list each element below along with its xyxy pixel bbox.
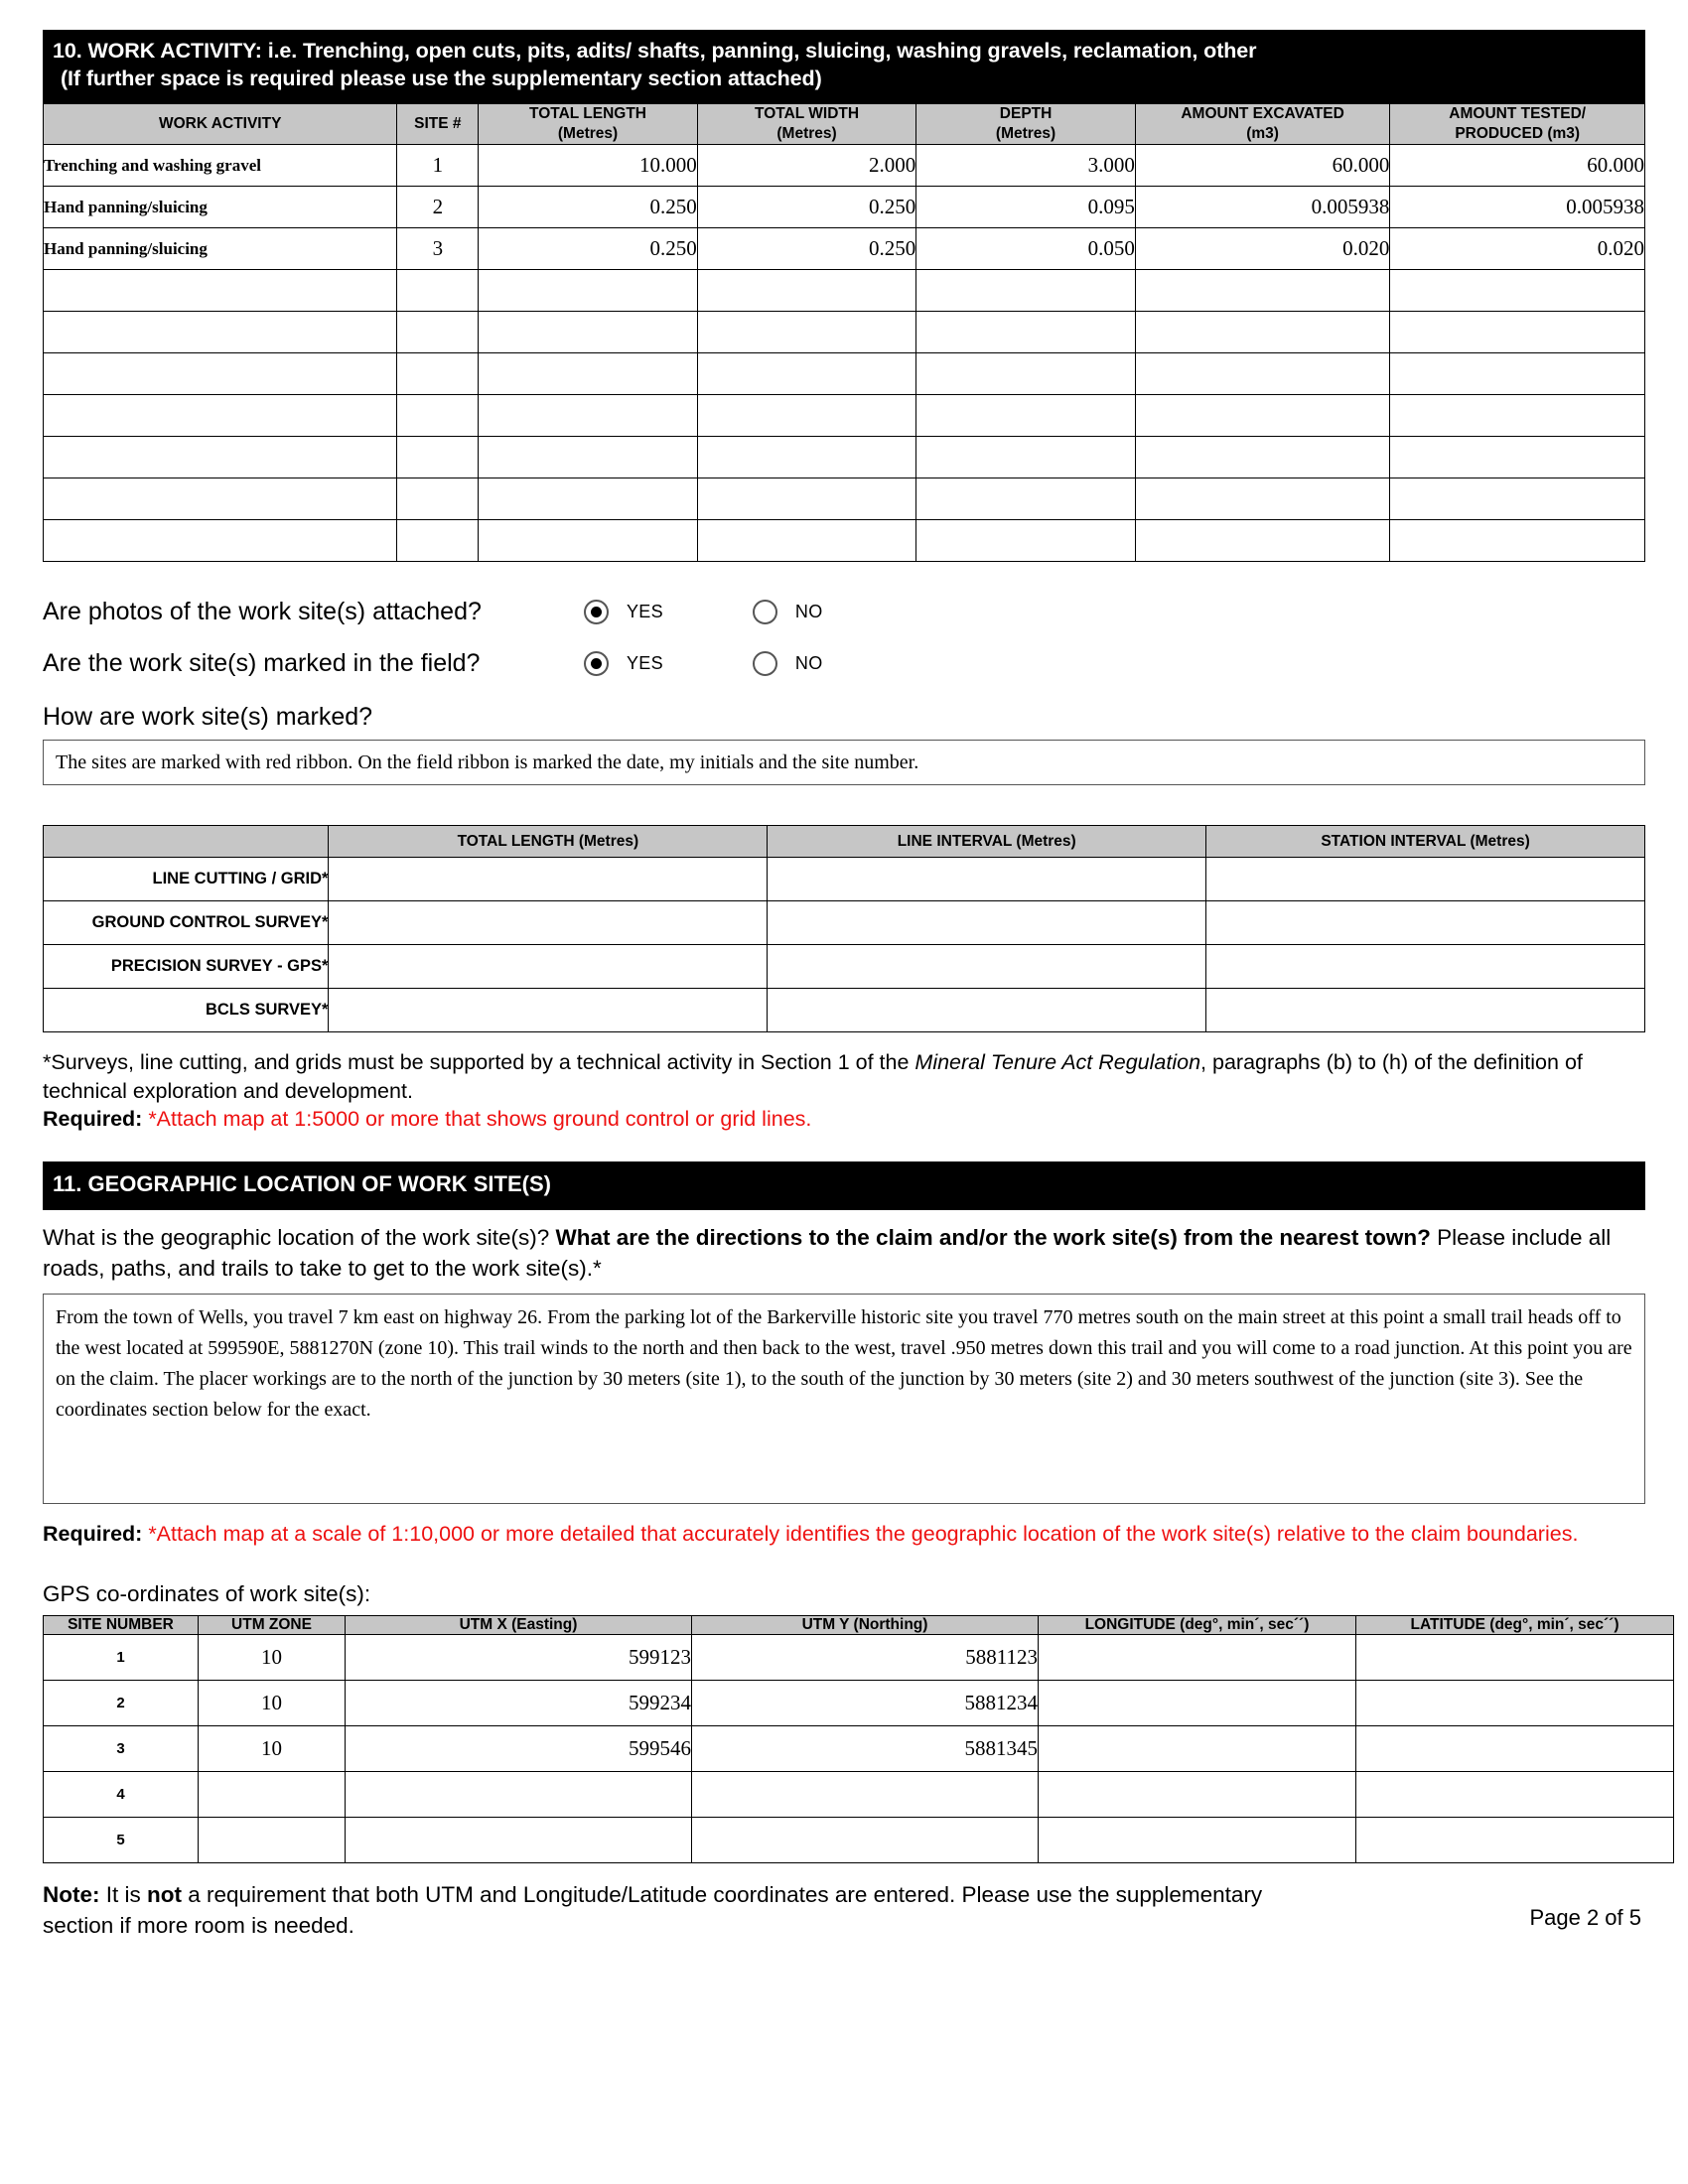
survey-cell-line-interval[interactable] [768,858,1206,901]
gps-cell-utm-x[interactable] [346,1772,692,1818]
survey-table [43,825,1645,1032]
cell-empty[interactable] [1135,353,1390,395]
gps-header-row [44,1616,1674,1635]
cell-empty[interactable] [916,520,1136,562]
footer-note-text2: a requirement that both UTM and Longitude/Latitude coordinates are entered. Please use the supplementary section if more room is needed. [43,1882,1263,1939]
col-total-width-l2: (Metres) [776,125,837,143]
cell-tested[interactable]: 0.020 [1390,228,1645,270]
gps-cell-latitude[interactable] [1356,1726,1674,1772]
gps-cell-utm-y[interactable] [692,1818,1039,1863]
how-marked-value: The sites are marked with red ribbon. On the field ribbon is marked the date, my initials and the site number. [56,751,919,773]
section-10-title-line2: (If further space is required please use the supplementary section attached) [61,66,822,90]
col-site-number: SITE # [397,103,479,144]
col-total-length-l1: TOTAL LENGTH [529,104,646,122]
col-amount-tested-l1: AMOUNT TESTED/ [1449,104,1587,122]
cell-width[interactable]: 2.000 [697,145,916,187]
cell-empty[interactable] [697,437,916,478]
table-row-empty [44,395,1645,437]
gps-cell-zone[interactable] [199,1772,346,1818]
cell-length[interactable]: 10.000 [479,145,698,187]
marked-yes-label: YES [627,652,663,673]
col-total-length [479,103,698,144]
marked-yes-option[interactable] [584,651,663,676]
cell-depth[interactable]: 3.000 [916,145,1136,187]
survey-cell-total-length[interactable] [329,945,768,989]
col-total-width [697,103,916,144]
survey-row-label: LINE CUTTING / GRID* [44,858,329,901]
gps-cell-utm-y[interactable]: 5881345 [692,1726,1039,1772]
survey-row-label: GROUND CONTROL SURVEY* [44,901,329,945]
cell-site[interactable]: 1 [397,145,479,187]
survey-cell-line-interval[interactable] [768,901,1206,945]
cell-empty[interactable] [397,437,479,478]
cell-activity[interactable]: Trenching and washing gravel [44,145,397,187]
gps-cell-site[interactable]: 2 [44,1681,199,1726]
spacer [43,1134,1645,1161]
cell-empty[interactable] [479,312,698,353]
gps-row [44,1726,1674,1772]
question-sites-marked [43,637,1645,689]
survey-col-blank [44,826,329,858]
geo-intro-normal2: Please include all roads, paths, and trails to take to get to the work site(s).* [43,1224,1612,1281]
work-site-questions [43,586,1645,785]
photos-radio-group[interactable] [584,600,823,624]
geographic-required-note [43,1520,1645,1549]
footer-note-label: Note: [43,1882,100,1908]
cell-empty[interactable] [44,270,397,312]
table-row-empty [44,312,1645,353]
footer-note-bold: not [147,1882,182,1908]
cell-empty[interactable] [697,520,916,562]
cell-empty[interactable] [1135,395,1390,437]
survey-row [44,858,1645,901]
cell-site[interactable]: 3 [397,228,479,270]
cell-empty[interactable] [397,520,479,562]
cell-empty[interactable] [397,478,479,520]
work-activity-table [43,103,1645,562]
question-photos-attached [43,586,1645,637]
survey-row [44,901,1645,945]
cell-empty[interactable] [1390,270,1645,312]
cell-excavated[interactable]: 0.020 [1135,228,1390,270]
cell-depth[interactable]: 0.050 [916,228,1136,270]
marked-no-radio[interactable] [753,651,777,676]
gps-col-utm-zone: UTM ZONE [199,1616,346,1635]
gps-coordinates-caption: GPS co-ordinates of work site(s): [43,1581,371,1607]
table-row-empty [44,270,1645,312]
col-amount-excavated-l2: (m3) [1246,125,1279,143]
gps-col-utm-x: UTM X (Easting) [346,1616,692,1635]
geographic-location-input[interactable] [43,1294,1645,1504]
photos-yes-radio[interactable] [584,600,609,624]
photos-yes-option[interactable] [584,600,663,624]
footer-row [43,1879,1645,1941]
question-photos-label: Are photos of the work site(s) attached? [43,597,482,625]
cell-empty[interactable] [697,312,916,353]
survey-footnote [43,1048,1645,1134]
gps-cell-utm-x[interactable]: 599123 [346,1635,692,1681]
gps-cell-utm-x[interactable] [346,1818,692,1863]
survey-cell-station-interval[interactable] [1206,901,1645,945]
footer-note [43,1879,1324,1941]
survey-cell-line-interval[interactable] [768,989,1206,1032]
gps-col-longitude: LONGITUDE (deg°, min´, sec´´) [1039,1616,1356,1635]
work-activity-body [44,145,1645,562]
survey-row-label: PRECISION SURVEY - GPS* [44,945,329,989]
cell-empty[interactable] [397,395,479,437]
geographic-intro [43,1222,1645,1284]
gps-row [44,1772,1674,1818]
cell-empty[interactable] [1135,437,1390,478]
geo-intro-bold: What are the directions to the claim and/or the work site(s) from the nearest town? [555,1224,1431,1250]
section-11-header [43,1161,1645,1210]
geo-required-label: Required: [43,1521,143,1546]
survey-table-body [44,858,1645,1032]
gps-cell-latitude[interactable] [1356,1818,1674,1863]
table-row [44,187,1645,228]
cell-width[interactable]: 0.250 [697,228,916,270]
how-marked-question-label: How are work site(s) marked? [43,703,373,732]
gps-cell-utm-x[interactable]: 599546 [346,1726,692,1772]
gps-col-latitude: LATITUDE (deg°, min´, sec´´) [1356,1616,1674,1635]
survey-required-text: *Attach map at 1:5000 or more that shows ground control or grid lines. [142,1107,812,1132]
gps-cell-zone[interactable]: 10 [199,1681,346,1726]
survey-row [44,989,1645,1032]
page-number: Page 2 of 5 [1529,1905,1641,1931]
table-row [44,145,1645,187]
cell-tested[interactable]: 0.005938 [1390,187,1645,228]
marked-no-label: NO [794,652,823,673]
cell-empty[interactable] [397,353,479,395]
survey-required-label: Required: [43,1107,143,1132]
cell-empty[interactable] [1135,520,1390,562]
cell-empty[interactable] [479,437,698,478]
survey-footnote-part2: , paragraphs (b) to (h) of the definition of technical exploration and development. [43,1050,1583,1103]
survey-row [44,945,1645,989]
col-depth-l2: (Metres) [995,125,1056,143]
cell-length[interactable]: 0.250 [479,228,698,270]
gps-cell-utm-y[interactable]: 5881123 [692,1635,1039,1681]
survey-cell-line-interval[interactable] [768,945,1206,989]
cell-empty[interactable] [44,520,397,562]
section-10-header [43,30,1645,103]
gps-cell-latitude[interactable] [1356,1772,1674,1818]
survey-cell-station-interval[interactable] [1206,989,1645,1032]
col-depth-l1: DEPTH [999,104,1053,122]
gps-cell-longitude[interactable] [1039,1726,1356,1772]
cell-empty[interactable] [916,478,1136,520]
cell-excavated[interactable]: 0.005938 [1135,187,1390,228]
cell-empty[interactable] [1135,478,1390,520]
cell-empty[interactable] [44,437,397,478]
gps-col-utm-y: UTM Y (Northing) [692,1616,1039,1635]
cell-empty[interactable] [1390,520,1645,562]
col-amount-excavated [1135,103,1390,144]
gps-cell-zone[interactable] [199,1818,346,1863]
survey-cell-total-length[interactable] [329,858,768,901]
survey-table-wrap [43,825,1645,1032]
cell-empty[interactable] [916,312,1136,353]
cell-empty[interactable] [397,312,479,353]
cell-empty[interactable] [697,270,916,312]
cell-depth[interactable]: 0.095 [916,187,1136,228]
col-amount-tested-l2: PRODUCED (m3) [1455,125,1581,143]
gps-cell-site[interactable]: 5 [44,1818,199,1863]
col-depth [916,103,1136,144]
survey-cell-total-length[interactable] [329,989,768,1032]
geo-required-text: *Attach map at a scale of 1:10,000 or more detailed that accurately identifies the geographic location of the work site(s) relative to the claim boundaries. [142,1521,1579,1546]
survey-col-total-length: TOTAL LENGTH (Metres) [329,826,768,858]
cell-empty[interactable] [44,395,397,437]
table-row [44,228,1645,270]
gps-col-site-number: SITE NUMBER [44,1616,199,1635]
gps-cell-latitude[interactable] [1356,1681,1674,1726]
marked-no-option[interactable] [753,651,823,676]
geographic-location-value: From the town of Wells, you travel 7 km east on highway 26. From the parking lot of the Barkerville historic site you travel 770 metres south on the main street at this point a small trail heads off to the west located at 599590E, 5881270N (zone 10). This trail winds to the north and then back to the west, travel .950 metres down this trail and you will come to a road junction. At this point you are on the claim. The placer workings are to the north of the junction by 30 meters (site 1), to the south of the junction by 30 meters (site 2) and 30 meters southwest of the junction (site 3). See the coordinates section below for the exact. [56,1305,1632,1421]
col-amount-excavated-l1: AMOUNT EXCAVATED [1181,104,1344,122]
marked-radio-group[interactable] [584,651,823,676]
survey-col-line-interval: LINE INTERVAL (Metres) [768,826,1206,858]
gps-cell-zone[interactable]: 10 [199,1635,346,1681]
cell-empty[interactable] [479,395,698,437]
gps-cell-longitude[interactable] [1039,1635,1356,1681]
gps-row [44,1681,1674,1726]
survey-cell-station-interval[interactable] [1206,945,1645,989]
geo-intro-normal1: What is the geographic location of the work site(s)? [43,1224,556,1250]
gps-cell-utm-y[interactable]: 5881234 [692,1681,1039,1726]
gps-cell-latitude[interactable] [1356,1635,1674,1681]
col-total-width-l1: TOTAL WIDTH [755,104,860,122]
col-total-length-l2: (Metres) [557,125,619,143]
survey-footnote-part1: *Surveys, line cutting, and grids must be supported by a technical activity in Section 1 of the [43,1050,915,1075]
col-work-activity: WORK ACTIVITY [44,103,397,144]
cell-activity[interactable]: Hand panning/sluicing [44,228,397,270]
gps-cell-longitude[interactable] [1039,1818,1356,1863]
photos-no-option[interactable] [753,600,823,624]
cell-empty[interactable] [916,395,1136,437]
cell-empty[interactable] [479,353,698,395]
table-row-empty [44,520,1645,562]
photos-no-label: NO [794,601,823,621]
cell-empty[interactable] [916,353,1136,395]
survey-header-row [44,826,1645,858]
survey-row-label: BCLS SURVEY* [44,989,329,1032]
cell-empty[interactable] [479,270,698,312]
gps-cell-site[interactable]: 4 [44,1772,199,1818]
cell-empty[interactable] [916,270,1136,312]
survey-cell-station-interval[interactable] [1206,858,1645,901]
cell-empty[interactable] [697,395,916,437]
photos-no-radio[interactable] [753,600,777,624]
cell-empty[interactable] [44,312,397,353]
work-activity-header-row [44,103,1645,144]
gps-cell-utm-y[interactable] [692,1772,1039,1818]
cell-empty[interactable] [1390,478,1645,520]
cell-length[interactable]: 0.250 [479,187,698,228]
photos-yes-label: YES [627,601,663,621]
survey-cell-total-length[interactable] [329,901,768,945]
table-row-empty [44,478,1645,520]
footer-note-text1: It is [99,1882,148,1908]
gps-cell-zone[interactable]: 10 [199,1726,346,1772]
gps-coordinates-table [43,1615,1674,1863]
gps-cell-longitude[interactable] [1039,1772,1356,1818]
gps-cell-utm-x[interactable]: 599234 [346,1681,692,1726]
cell-empty[interactable] [697,478,916,520]
cell-empty[interactable] [479,478,698,520]
gps-cell-site[interactable]: 3 [44,1726,199,1772]
cell-empty[interactable] [397,270,479,312]
gps-cell-site[interactable]: 1 [44,1635,199,1681]
cell-site[interactable]: 2 [397,187,479,228]
cell-empty[interactable] [1135,312,1390,353]
gps-row [44,1635,1674,1681]
cell-empty[interactable] [479,520,698,562]
cell-tested[interactable]: 60.000 [1390,145,1645,187]
survey-col-station-interval: STATION INTERVAL (Metres) [1206,826,1645,858]
cell-empty[interactable] [1135,270,1390,312]
gps-table-body [44,1635,1674,1863]
cell-activity[interactable]: Hand panning/sluicing [44,187,397,228]
section-11-title: 11. GEOGRAPHIC LOCATION OF WORK SITE(S) [53,1170,551,1196]
survey-footnote-italic: Mineral Tenure Act Regulation [914,1050,1201,1075]
table-row-empty [44,437,1645,478]
gps-row [44,1818,1674,1863]
marked-yes-radio[interactable] [584,651,609,676]
cell-empty[interactable] [1390,312,1645,353]
how-marked-input[interactable] [43,740,1645,785]
cell-empty[interactable] [1390,437,1645,478]
gps-cell-longitude[interactable] [1039,1681,1356,1726]
cell-empty[interactable] [697,353,916,395]
cell-empty[interactable] [1390,395,1645,437]
cell-empty[interactable] [44,353,397,395]
cell-empty[interactable] [1390,353,1645,395]
question-marked-label: Are the work site(s) marked in the field? [43,648,481,677]
cell-width[interactable]: 0.250 [697,187,916,228]
section-10-title-line1: 10. WORK ACTIVITY: i.e. Trenching, open cuts, pits, adits/ shafts, panning, sluicing, washing gravels, reclamation, other [53,39,1257,63]
cell-empty[interactable] [44,478,397,520]
table-row-empty [44,353,1645,395]
cell-excavated[interactable]: 60.000 [1135,145,1390,187]
col-amount-tested [1390,103,1645,144]
cell-empty[interactable] [916,437,1136,478]
